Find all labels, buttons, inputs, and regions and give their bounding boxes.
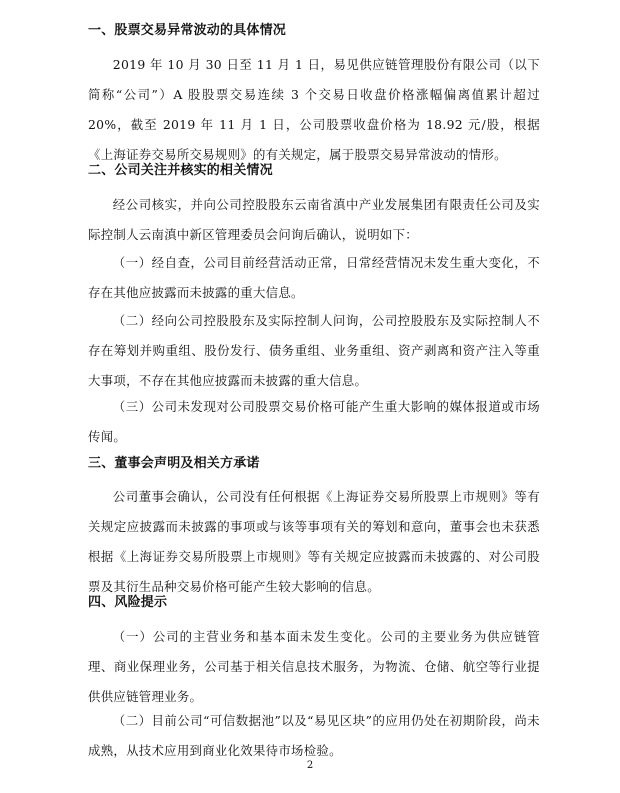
section-1 [88,22,540,40]
section-heading: 三、董事会声明及相关方承诺 [88,456,260,471]
section-1-body [88,50,540,170]
section-2-item-2 [88,306,540,396]
paragraph: 公司董事会确认，公司没有任何根据《上海证券交易所股票上市规则》等有关规定应披露而未披露的事项或与该等事项有关的筹划和意向，董事会也未获悉根据《上海证券交易所股票上市规则》等有关规定应披露而未披露的、对公司股票及其衍生品种交易价格可能产生较大影响的信息。 [88,489,540,594]
paragraph: （二）经向公司控股股东及实际控制人问询，公司控股股东及实际控制人不存在筹划并购重组、股份发行、债务重组、业务重组、资产剥离和资产注入等重大事项，不存在其他应披露而未披露的重大信息。 [88,313,540,388]
page-number: 2 [306,760,314,771]
paragraph: 经公司核实，并向公司控股股东云南省滇中产业发展集团有限责任公司及实际控制人云南滇中新区管理委员会问询后确认，说明如下： [88,197,540,242]
section-heading: 二、公司关注并核实的相关情况 [88,163,273,178]
section-4 [88,594,540,612]
paragraph: （一）经自查，公司目前经营活动正常，日常经营情况未发生重大变化，不存在其他应披露而未披露的重大信息。 [88,255,540,300]
section-3-body [88,482,540,602]
section-2 [88,162,540,180]
section-2-item-3 [88,392,540,452]
paragraph: （一）公司的主营业务和基本面未发生变化。公司的主要业务为供应链管理、商业保理业务，公司基于相关信息技术服务，为物流、仓储、航空等行业提供供应链管理业务。 [88,629,540,704]
section-3 [88,455,540,473]
paragraph: 2019 年 10 月 30 日至 11 月 1 日，易见供应链管理股份有限公司（以下简称“公司”）A 股股票交易连续 3 个交易日收盘价格涨幅偏离值累计超过 20%，截至 2019 年 11 月 1 日，公司股票收盘价格为 18.92 元/股，根据《上海证券交易所交易规则》的有关规定，属于股票交易异常波动的情形。 [88,57,540,162]
section-4-item-1 [88,622,540,712]
section-4-item-2 [88,706,540,766]
section-2-body [88,190,540,250]
section-heading: 一、股票交易异常波动的具体情况 [88,23,287,38]
section-heading: 四、风险提示 [88,595,168,610]
paragraph: （二）目前公司“可信数据池”以及“易见区块”的应用仍处在初期阶段，尚未成熟，从技术应用到商业化效果待市场检验。 [88,713,540,758]
paragraph: （三）公司未发现对公司股票交易价格可能产生重大影响的媒体报道或市场传闻。 [88,399,540,444]
section-2-item-1 [88,248,540,308]
